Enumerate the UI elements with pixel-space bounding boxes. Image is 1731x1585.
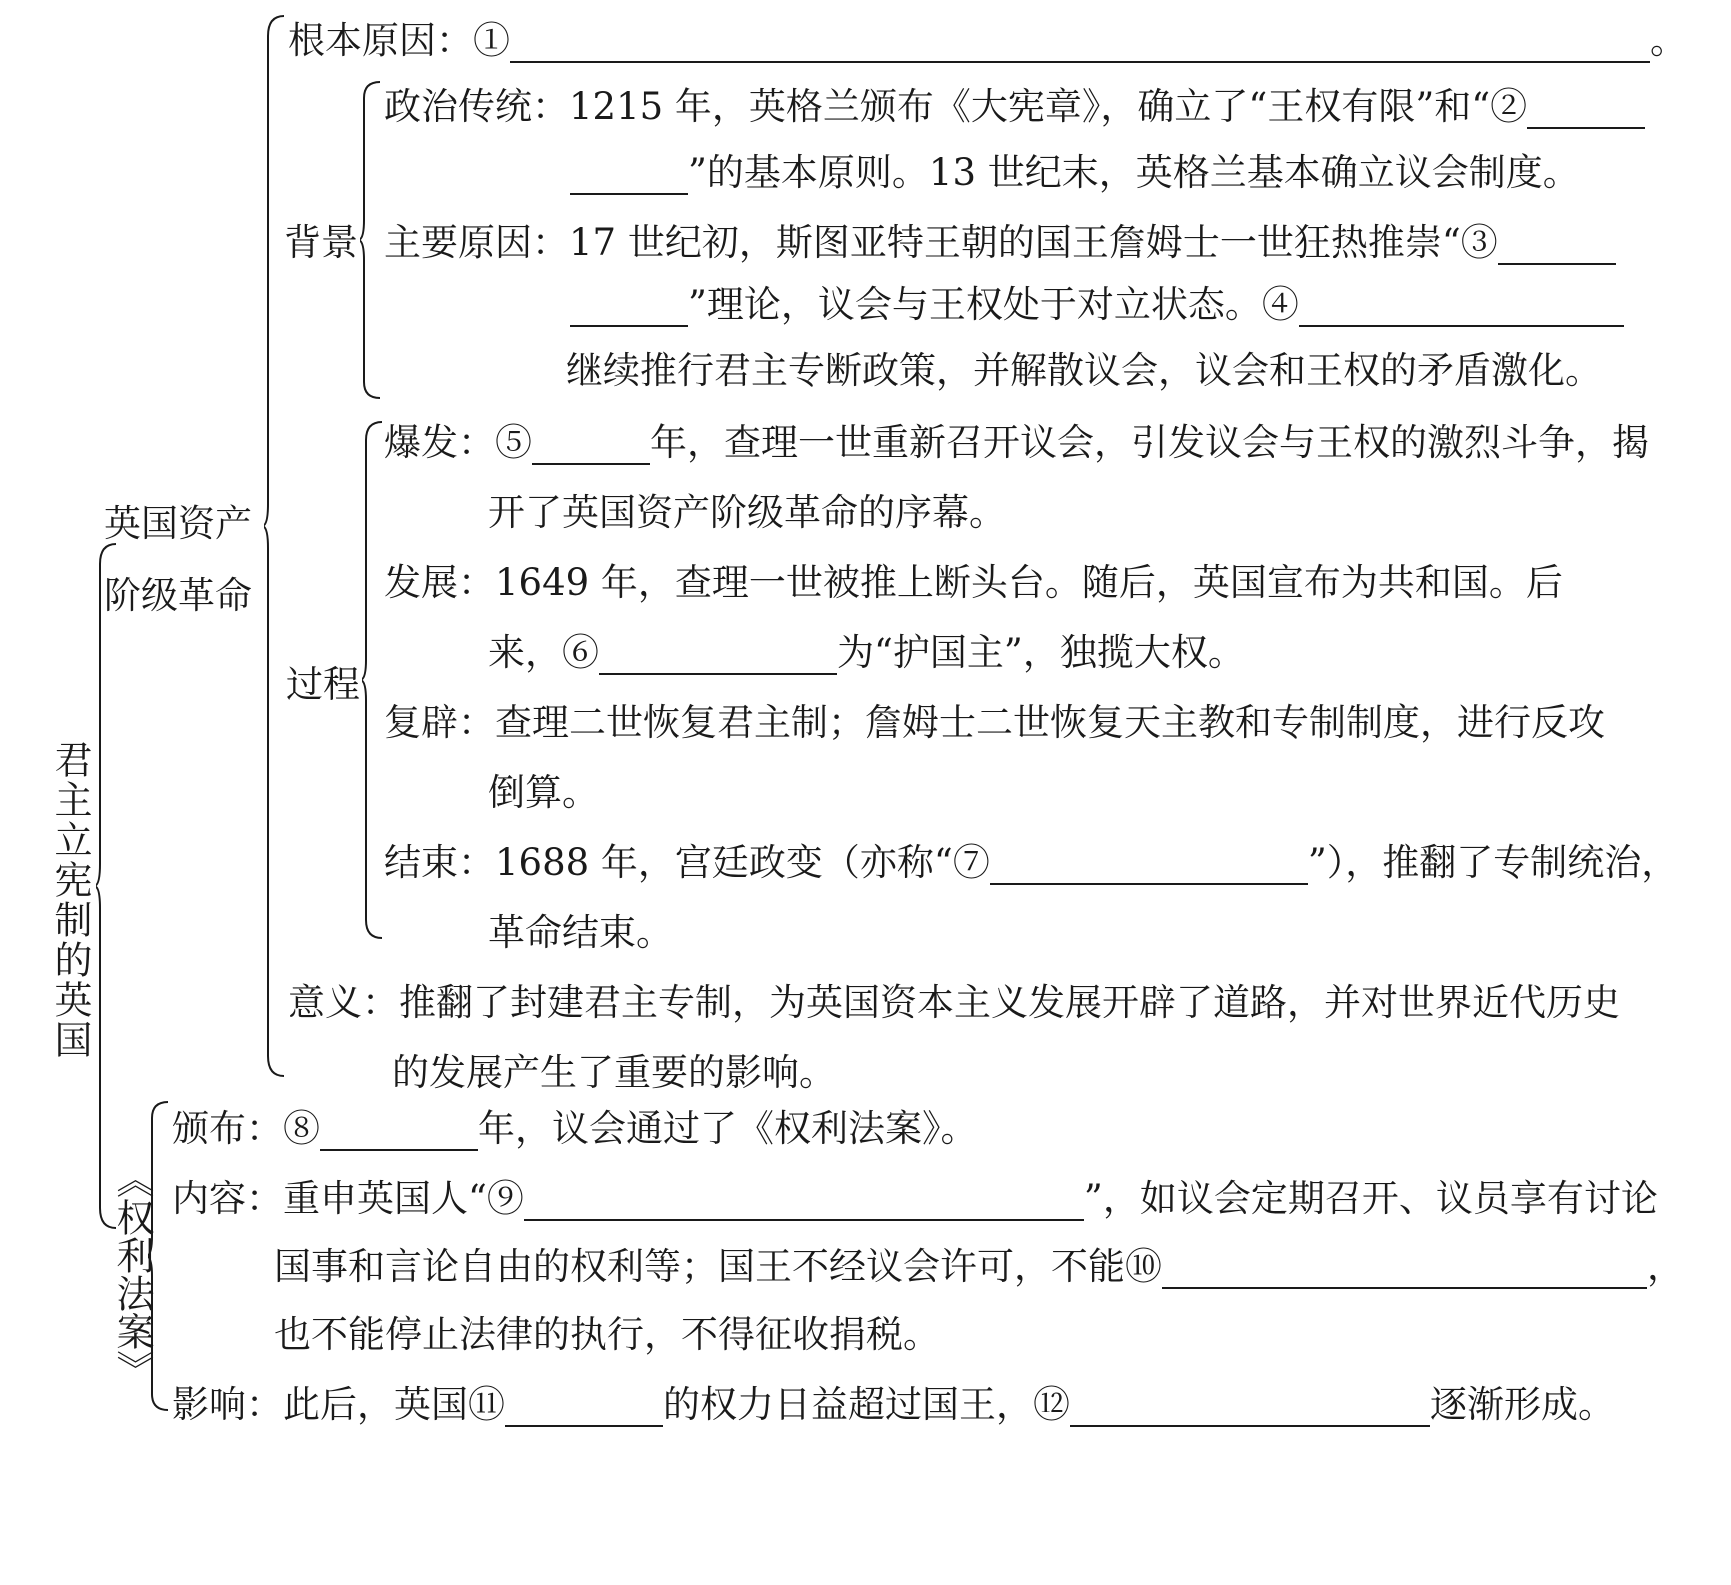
blank-number-12: ⑫ — [1033, 1383, 1070, 1426]
blank-4[interactable] — [1299, 285, 1624, 327]
significance-line2: 的发展产生了重要的影响。 — [392, 1051, 836, 1094]
root-cause-line — [288, 6, 1687, 76]
main-cause-line3: 继续推行君主专断政策，并解散议会，议会和王权的矛盾激化。 — [566, 349, 1602, 392]
restoration-label: 复辟： — [384, 701, 495, 744]
blank-number-10: ⑩ — [1125, 1245, 1162, 1288]
end-text1b: ”），推翻了专制统治， — [1307, 841, 1679, 884]
blank-number-8: ⑧ — [283, 1107, 320, 1150]
restoration-text1: 查理二世恢复君主制；詹姆士二世恢复天主教和专制制度，进行反攻 — [495, 701, 1605, 744]
content-text1a: 重申英国人“ — [283, 1177, 487, 1220]
revolution-label — [104, 488, 284, 632]
revolution-label-line1: 英国资产 — [104, 502, 252, 545]
blank-5[interactable] — [532, 423, 650, 465]
promulgation-label: 颁布： — [172, 1107, 283, 1150]
blank-2-continued[interactable] — [570, 153, 688, 195]
revolution-brace — [264, 14, 286, 1078]
outbreak-line2: 开了英国资产阶级革命的序幕。 — [488, 491, 1006, 534]
development-line1 — [384, 548, 1563, 618]
development-label: 发展： — [384, 561, 495, 604]
blank-3-continued[interactable] — [570, 285, 688, 327]
content-line1 — [172, 1164, 1658, 1234]
development-text2a: 来， — [488, 631, 562, 674]
blank-number-7: ⑦ — [952, 841, 990, 884]
political-tradition-text1: 1215 年，英格兰颁布《大宪章》，确立了“王权有限”和“ — [569, 85, 1491, 128]
influence-line — [172, 1370, 1615, 1440]
development-line2 — [488, 618, 1245, 688]
influence-text1: 此后，英国 — [283, 1383, 468, 1426]
blank-12[interactable] — [1070, 1385, 1430, 1427]
political-tradition-text2: ”的基本原则。13 世纪末，英格兰基本确立议会制度。 — [688, 151, 1580, 194]
restoration-line1 — [384, 688, 1605, 758]
significance-label: 意义： — [288, 981, 399, 1024]
content-text1b: ”，如议会定期召开、议员享有讨论 — [1083, 1177, 1658, 1220]
blank-10[interactable] — [1162, 1247, 1647, 1289]
political-tradition-label: 政治传统： — [384, 85, 569, 128]
background-brace — [360, 80, 382, 400]
blank-3[interactable] — [1498, 223, 1616, 265]
content-label: 内容： — [172, 1177, 283, 1220]
main-cause-line1 — [384, 208, 1616, 278]
root-cause-end: 。 — [1650, 19, 1687, 62]
influence-text3: 逐渐形成。 — [1430, 1383, 1615, 1426]
end-label: 结束： — [384, 841, 495, 884]
blank-9[interactable] — [524, 1179, 1084, 1221]
revolution-label-line2: 阶级革命 — [104, 574, 252, 617]
end-line1 — [384, 828, 1678, 898]
end-line2: 革命结束。 — [488, 911, 673, 954]
blank-8[interactable] — [320, 1109, 478, 1151]
outbreak-line1 — [384, 408, 1649, 478]
influence-text2: 的权力日益超过国王， — [663, 1383, 1033, 1426]
blank-11[interactable] — [505, 1385, 663, 1427]
bill-of-rights-label: 《权利法案》 — [110, 1160, 154, 1388]
process-brace — [362, 420, 384, 940]
root-brace — [96, 542, 118, 1230]
content-line3: 也不能停止法律的执行，不得征收捐税。 — [274, 1313, 940, 1356]
blank-6[interactable] — [599, 633, 837, 675]
blank-number-2: ② — [1490, 85, 1528, 128]
significance-line1 — [288, 968, 1620, 1038]
blank-number-3: ③ — [1460, 221, 1498, 264]
blank-1[interactable] — [510, 21, 1650, 63]
blank-number-4: ④ — [1261, 283, 1299, 326]
content-text2b: ， — [1647, 1245, 1684, 1288]
main-cause-label: 主要原因： — [384, 221, 569, 264]
root-cause-label: 根本原因： — [288, 19, 473, 62]
influence-label: 影响： — [172, 1383, 283, 1426]
blank-number-1: ① — [473, 19, 510, 62]
political-tradition-line2 — [570, 138, 1580, 208]
development-text2b: 为“护国主”，独揽大权。 — [837, 631, 1245, 674]
end-text1a: 1688 年，宫廷政变（亦称“ — [495, 841, 953, 884]
blank-number-11: ⑪ — [468, 1383, 505, 1426]
blank-7[interactable] — [990, 843, 1308, 885]
main-cause-line2 — [570, 270, 1624, 340]
content-line2 — [274, 1232, 1684, 1302]
blank-number-6: ⑥ — [562, 631, 599, 674]
blank-number-5: ⑤ — [495, 421, 532, 464]
promulgation-line — [172, 1094, 978, 1164]
outbreak-label: 爆发： — [384, 421, 495, 464]
political-tradition-line1 — [384, 72, 1645, 142]
blank-2[interactable] — [1527, 87, 1645, 129]
outbreak-text1: 年，查理一世重新召开议会，引发议会与王权的激烈斗争，揭 — [650, 421, 1649, 464]
significance-text1: 推翻了封建君主专制，为英国资本主义发展开辟了道路，并对世界近代历史 — [399, 981, 1620, 1024]
main-cause-text2: ”理论，议会与王权处于对立状态。 — [688, 283, 1262, 326]
blank-number-9: ⑨ — [486, 1177, 524, 1220]
main-cause-text1: 17 世纪初，斯图亚特王朝的国王詹姆士一世狂热推崇“ — [569, 221, 1461, 264]
bill-of-rights-brace — [148, 1100, 170, 1412]
content-text2a: 国事和言论自由的权利等；国王不经议会许可，不能 — [274, 1245, 1125, 1288]
promulgation-text: 年，议会通过了《权利法案》。 — [478, 1107, 978, 1150]
root-title: 君主立宪制的英国 — [48, 740, 92, 1060]
background-label: 背景 — [284, 221, 358, 264]
process-label: 过程 — [286, 663, 360, 706]
restoration-line2: 倒算。 — [488, 771, 599, 814]
development-text1: 1649 年，查理一世被推上断头台。随后，英国宣布为共和国。后 — [495, 561, 1563, 604]
